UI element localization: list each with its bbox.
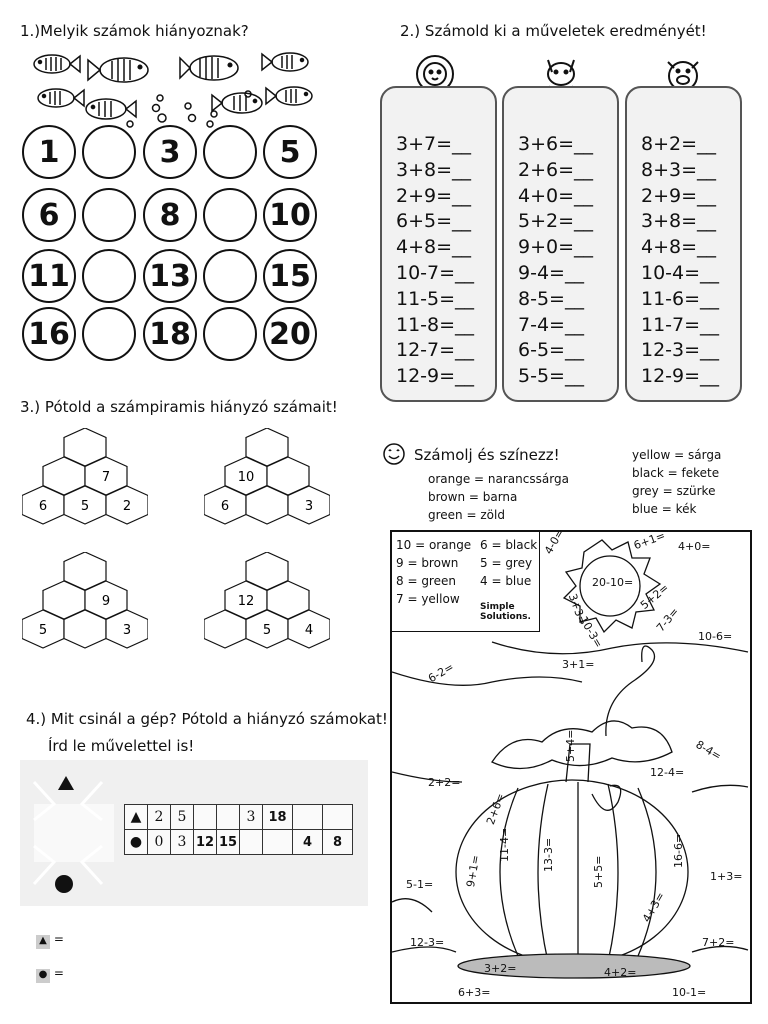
triangle-row-cell: 18 [263, 805, 293, 830]
math-exercise: 11-6=__ [641, 287, 720, 310]
triangle-row-cell: 5 [171, 805, 194, 830]
coloring-label: 3+2= [484, 962, 517, 975]
pyramid-hexagons [204, 552, 330, 656]
number-circle [203, 125, 257, 179]
triangle-row-cell [293, 805, 323, 830]
pyramid-hexagons [204, 428, 330, 532]
number-circle [82, 249, 136, 303]
coloring-label: 7+2= [702, 936, 735, 949]
coloring-label: 10-6= [698, 630, 733, 643]
coloring-label: 2+2= [428, 776, 461, 789]
pyramid-value: 3 [304, 499, 314, 514]
circle-row-cell: 12 [194, 830, 217, 855]
color-key-entry: 4 = blue [480, 574, 532, 588]
coloring-label: 16-6= [672, 833, 685, 868]
triangle-row-cell [194, 805, 217, 830]
math-exercise: 5-5=__ [518, 365, 584, 388]
coloring-label: 4+3= [640, 889, 668, 925]
machine-table [124, 804, 353, 855]
pyramid-value: 6 [38, 499, 48, 514]
number-circle: 13 [143, 249, 197, 303]
circle-row-cell [263, 830, 293, 855]
coloring-label: 12-3= [410, 936, 445, 949]
number-circle: 15 [263, 249, 317, 303]
number-circle: 6 [22, 188, 76, 242]
triangle-answer-line [36, 932, 64, 949]
coloring-label: 5+2= [638, 581, 672, 612]
color-translation: blue = kék [632, 502, 697, 516]
number-circle [203, 249, 257, 303]
number-pyramid [204, 552, 330, 656]
color-key-entry: 6 = black [480, 538, 538, 552]
coloring-label: 2+6= [484, 791, 508, 827]
section4-subtitle: Írd le művelettel is! [48, 737, 195, 755]
circle-row-cell: 8 [323, 830, 353, 855]
color-translation: black = fekete [632, 466, 720, 480]
math-exercise: 6-5=__ [518, 339, 584, 362]
number-circle: 18 [143, 307, 197, 361]
coloring-label: 8-4= [693, 738, 724, 763]
math-exercise: 9+0=__ [518, 236, 594, 259]
number-circle: 11 [22, 249, 76, 303]
math-card-pig [625, 86, 742, 402]
circle-row-cell [240, 830, 263, 855]
circle-answer-line [36, 966, 64, 983]
math-exercise: 4+8=__ [396, 236, 472, 259]
math-exercise: 3+8=__ [396, 158, 472, 181]
coloring-label: 20-10= [592, 576, 634, 589]
pyramid-hexagons [22, 552, 148, 656]
pyramid-value: 3 [122, 623, 132, 638]
section5-title: Számolj és színezz! [414, 446, 560, 464]
coloring-label: 4+2= [604, 966, 637, 979]
number-pyramid [22, 552, 148, 656]
math-exercise: 5+2=__ [518, 210, 594, 233]
number-circle [203, 188, 257, 242]
number-circle: 8 [143, 188, 197, 242]
machine-icon [20, 760, 130, 906]
color-key-entry: 10 = orange [396, 538, 472, 552]
coloring-label: 12-4= [650, 766, 685, 779]
number-circle [82, 125, 136, 179]
triangle-icon: ▲ [36, 935, 50, 949]
triangle-row-cell: 3 [240, 805, 263, 830]
coloring-label: 5+5= [592, 855, 605, 888]
math-exercise: 8+3=__ [641, 158, 717, 181]
coloring-label: 10-3= [576, 614, 606, 651]
coloring-label: 4+0= [678, 540, 711, 553]
number-circle: 1 [22, 125, 76, 179]
pyramid-value: 5 [262, 623, 272, 638]
math-exercise: 12-9=__ [396, 365, 475, 388]
math-exercise: 8+2=__ [641, 133, 717, 155]
triangle-row-cell [323, 805, 353, 830]
number-circle: 10 [263, 188, 317, 242]
math-exercise: 7-4=__ [518, 313, 584, 336]
circle-icon: ● [36, 969, 50, 983]
math-exercise: 11-8=__ [396, 313, 475, 336]
section2-title: 2.) Számold ki a műveletek eredményét! [400, 22, 707, 40]
triangle-row-cell [217, 805, 240, 830]
section1-title: 1.)Melyik számok hiányoznak? [20, 22, 249, 40]
math-card-cat [502, 86, 619, 402]
coloring-label: 6+1= [632, 528, 667, 553]
math-exercise: 10-4=__ [641, 261, 720, 284]
machine-panel [20, 760, 368, 906]
circle-row-cell: 4 [293, 830, 323, 855]
math-exercise: 10-7=__ [396, 261, 475, 284]
number-circle: 16 [22, 307, 76, 361]
color-key-entry: 9 = brown [396, 556, 459, 570]
math-exercise: 4+0=__ [518, 184, 594, 207]
math-exercise: 11-5=__ [396, 287, 475, 310]
color-key-entry: 7 = yellow [396, 592, 460, 606]
circle-row-cell: 0 [148, 830, 171, 855]
math-card-lion [380, 86, 497, 402]
coloring-label: 10-1= [672, 986, 707, 999]
coloring-label: 1+3= [710, 870, 743, 883]
number-circle: 5 [263, 125, 317, 179]
math-exercise: 3+8=__ [641, 210, 717, 233]
color-translation: green = zöld [428, 508, 505, 522]
pyramid-value: 10 [237, 470, 255, 485]
color-translation: yellow = sárga [632, 448, 722, 462]
math-exercise: 2+9=__ [396, 184, 472, 207]
circle-row-cell: 15 [217, 830, 240, 855]
math-exercise: 6+5=__ [396, 210, 472, 233]
coloring-label: 6+3= [458, 986, 491, 999]
math-exercise: 4+8=__ [641, 236, 717, 259]
color-translation: orange = narancssárga [428, 472, 569, 486]
number-circle [82, 188, 136, 242]
coloring-label: 13-3= [542, 837, 555, 872]
math-exercise: 12-3=__ [641, 339, 720, 362]
number-circle: 20 [263, 307, 317, 361]
pyramid-value: 9 [101, 594, 111, 609]
coloring-label: 5+4= [564, 729, 577, 762]
number-circle [203, 307, 257, 361]
color-key-entry: 5 = grey [480, 556, 533, 570]
pyramid-value: 4 [304, 623, 314, 638]
section4-title: 4.) Mit csinál a gép? Pótold a hiányzó számokat! [26, 710, 388, 728]
circle-row-icon: ● [125, 830, 148, 855]
brand-logo: Simple Solutions. [480, 602, 531, 622]
pyramid-value: 2 [122, 499, 132, 514]
math-exercise: 2+9=__ [641, 184, 717, 207]
coloring-label: 3+3= [565, 592, 590, 627]
color-key [392, 532, 540, 632]
coloring-label: 7-3= [654, 605, 682, 635]
color-legend-right [632, 446, 721, 518]
circle-answer-eq: = [53, 966, 64, 980]
coloring-label: 6-2= [426, 660, 457, 686]
smiley-icon [382, 442, 406, 466]
section3-title: 3.) Pótold a számpiramis hiányzó számait! [20, 398, 338, 416]
triangle-answer-eq: = [53, 932, 64, 946]
coloring-label: 4-0= [542, 526, 567, 557]
coloring-label: 5-1= [406, 878, 434, 891]
color-key-entry: 8 = green [396, 574, 456, 588]
math-exercise: 12-7=__ [396, 339, 475, 362]
fish-decoration-icon [20, 48, 320, 130]
triangle-row-icon: ▲ [125, 805, 148, 830]
number-pyramid [204, 428, 330, 532]
color-legend-left [428, 470, 569, 524]
pyramid-value: 7 [101, 470, 111, 485]
math-exercise: 9-4=__ [518, 261, 584, 284]
coloring-label: 11-4= [498, 827, 511, 862]
pyramid-value: 5 [38, 623, 48, 638]
math-exercise: 12-9=__ [641, 365, 720, 388]
color-translation: grey = szürke [632, 484, 716, 498]
number-circle [82, 307, 136, 361]
number-circle: 3 [143, 125, 197, 179]
color-translation: brown = barna [428, 490, 518, 504]
math-exercise: 3+6=__ [518, 133, 594, 155]
pyramid-hexagons [22, 428, 148, 532]
pyramid-value: 12 [237, 594, 255, 609]
math-exercise: 2+6=__ [518, 158, 594, 181]
number-pyramid [22, 428, 148, 532]
pyramid-value: 6 [220, 499, 230, 514]
coloring-label: 3+1= [562, 658, 595, 671]
circle-row-cell: 3 [171, 830, 194, 855]
coloring-label: 9+1= [464, 854, 483, 889]
math-exercise: 8-5=__ [518, 287, 584, 310]
math-exercise: 11-7=__ [641, 313, 720, 336]
pyramid-value: 5 [80, 499, 90, 514]
math-exercise: 3+7=__ [396, 133, 472, 155]
triangle-row-cell: 2 [148, 805, 171, 830]
